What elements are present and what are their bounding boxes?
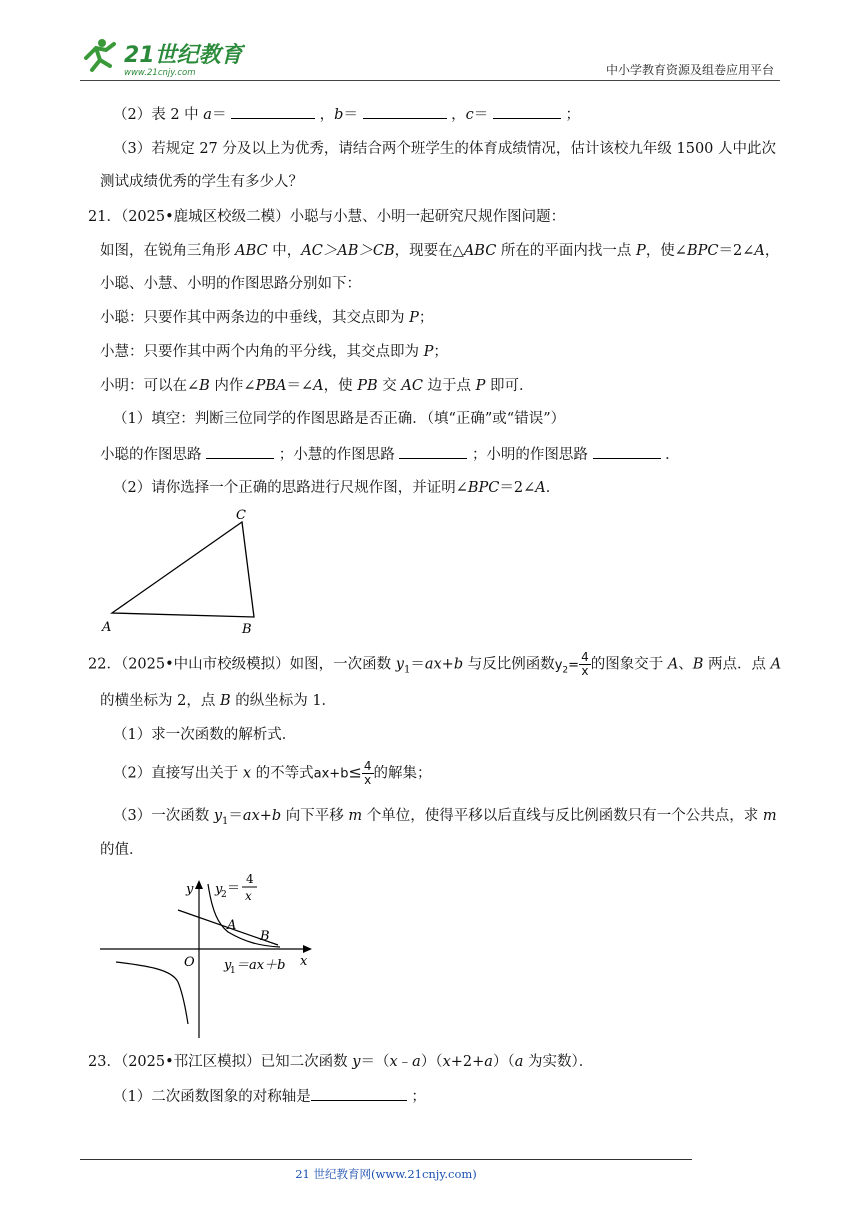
blank-xiaocong[interactable] [206, 444, 274, 459]
footer-text: 21 世纪教育网(www.21cnjy.com) [295, 1167, 477, 1181]
blank-a[interactable] [231, 104, 315, 119]
svg-text:2: 2 [221, 890, 227, 900]
q21-intro: 21．（2025•鹿城区校级二模）小聪与小慧、小明一起研究尺规作图问题： [88, 209, 566, 225]
label-a: A [102, 620, 112, 635]
blank-c[interactable] [493, 104, 561, 119]
q20-part3-line1: （3）若规定 27 分及以上为优秀，请结合两个班学生的体育成绩情况，估计该校九年级 1500 人中此次 [113, 141, 777, 157]
ineq-frac: $\frac{4}{x}$ [363, 759, 372, 787]
svg-text:y: y [224, 958, 232, 973]
header-platform-text: 中小学教育资源及组卷应用平台 [605, 63, 774, 77]
label-point-a: A [227, 918, 237, 933]
blank-b[interactable] [363, 104, 447, 119]
q22-part3: （3）一次函数 $y_1=ax+b$ 向下平移 m 个单位，使得平移以后直线与反比例函数只有一个公共点，求 m [113, 808, 777, 827]
q22-part3-line2: 的值． [100, 842, 144, 858]
q23-part1: （1）二次函数图象的对称轴是 ； [113, 1086, 426, 1107]
q20-part2: （2）表 2 中 a＝ ，b＝ ，c＝ ； [113, 104, 580, 125]
svg-text:4: 4 [246, 872, 254, 886]
label-c: C [236, 508, 246, 523]
q21-line2: 小聪、小慧、小明的作图思路分别如下： [100, 276, 361, 292]
q22-part1: （1）求一次函数的解析式． [113, 727, 297, 743]
y-axis-arrow-icon [195, 880, 203, 889]
svg-text:＝: ＝ [227, 881, 241, 896]
svg-text:1: 1 [230, 966, 236, 976]
function-graph-figure [100, 866, 320, 1042]
label-origin: O [184, 955, 195, 970]
logo-main-text: 21世纪教育 [124, 43, 243, 68]
q21-part2: （2）请你选择一个正确的思路进行尺规作图，并证明∠BPC＝2∠A． [113, 480, 561, 496]
q22-line2: 的横坐标为 2，点 B 的纵坐标为 1． [100, 693, 337, 709]
blank-axis[interactable] [311, 1086, 407, 1101]
q20-part3-line2: 测试成绩优秀的学生有多少人？ [100, 174, 303, 190]
q22-part2: （2）直接写出关于 x 的不等式ax+b≤ $\frac{4}{x}$ 的解集； [113, 759, 432, 787]
footer-divider [80, 1159, 692, 1160]
q21-part1: （1）填空：判断三位同学的作图思路是否正确．（填“正确”或“错误”） [113, 411, 566, 427]
site-logo [80, 36, 245, 78]
q21-line5: 小明：可以在∠B 内作∠PBA＝∠A，使 PB 交 AC 边于点 P 即可． [100, 378, 534, 394]
q23-line1: 23．（2025•邗江区模拟）已知二次函数 y＝（x﹣a）（x+2+a）（a 为实数）． [88, 1054, 594, 1070]
blank-xiaohui[interactable] [399, 444, 467, 459]
label-y2-eq [214, 872, 257, 903]
label-point-b: B [260, 929, 270, 944]
svg-text:y: y [215, 882, 223, 897]
x-axis-arrow-icon [303, 945, 312, 953]
triangle-abc [112, 522, 254, 617]
frac-4-over-x: $\frac{4}{x}$ [581, 650, 589, 678]
label-b: B [242, 622, 252, 637]
label-x-axis: x [300, 954, 308, 969]
blank-xiaoming[interactable] [593, 444, 661, 459]
svg-text:＝ax＋b: ＝ax＋b [236, 958, 286, 973]
q22-line1: 22．（2025•中山市校级模拟）如图，一次函数 $y_1=ax+b$ 与反比例函数$y_2=$ $\frac{4}{x}$ 的图象交于 A、B 两点．点 A [88, 650, 782, 678]
q21-fill-line: 小聪的作图思路 ；小慧的作图思路 ；小明的作图思路 ． [100, 444, 680, 465]
hyperbola-third-quadrant [116, 962, 188, 1024]
q21-line3: 小聪：只要作其中两条边的中垂线，其交点即为 P； [100, 310, 434, 326]
q21-line1: 如图，在锐角三角形 ABC 中，AC＞AB＞CB，现要在△ABC 所在的平面内找一点 P，使∠BPC＝2∠A， [100, 243, 780, 259]
q21-line4: 小慧：只要作其中两个内角的平分线，其交点即为 P； [100, 344, 448, 360]
logo-sub-text: www.21cnjy.com [124, 68, 196, 78]
frac-y2-lhs: $y_2=$ [554, 657, 580, 676]
runner-icon [86, 39, 114, 70]
header-divider [80, 80, 780, 81]
triangle-figure [96, 502, 276, 638]
svg-text:x: x [245, 889, 252, 903]
label-y1-eq [223, 958, 285, 976]
label-y-axis: y [186, 882, 194, 897]
